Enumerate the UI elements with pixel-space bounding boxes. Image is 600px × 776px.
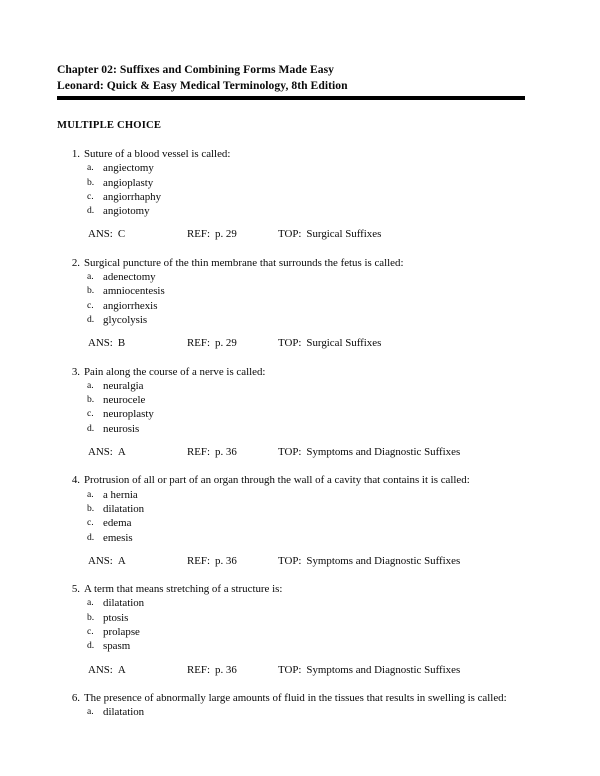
answer-key: B (117, 337, 126, 350)
topic-name-group (278, 227, 381, 241)
answer-option-letter: a. (87, 162, 94, 174)
answer-option-text: dilatation (103, 502, 145, 515)
answer-option-letter: c. (87, 299, 94, 311)
answer-option-text: angiorrhexis (103, 299, 158, 312)
question-block (57, 473, 543, 568)
question-stem (57, 582, 543, 596)
question-block (57, 691, 543, 720)
answer-option-text: angiorrhaphy (103, 190, 162, 203)
topic-name: Symptoms and Diagnostic Suffixes (306, 446, 461, 459)
topic-label: TOP: (278, 337, 302, 350)
question-text: Surgical puncture of the thin membrane that surrounds the fetus is called: (84, 256, 404, 269)
answer-option-letter: b. (87, 611, 95, 623)
question-text: A term that means stretching of a structure is: (84, 583, 283, 596)
answer-option-letter: c. (87, 190, 94, 202)
answer-option-text: glycolysis (103, 313, 148, 326)
reference-label: REF: (187, 337, 210, 350)
answer-option-text: emesis (103, 531, 133, 544)
answer-metadata-line (57, 336, 543, 350)
answer-option[interactable] (57, 204, 543, 218)
answer-key-group (88, 445, 126, 459)
answer-option-letter: c. (87, 517, 94, 529)
answer-metadata-line (57, 227, 543, 241)
answer-option-letter: c. (87, 408, 94, 420)
answer-option-text: angiectomy (103, 162, 154, 175)
answer-option[interactable] (57, 422, 543, 436)
topic-label: TOP: (278, 554, 302, 567)
answer-option[interactable] (57, 270, 543, 284)
question-stem (57, 147, 543, 161)
answer-option[interactable] (57, 596, 543, 610)
answer-key-group (88, 663, 126, 677)
answer-option[interactable] (57, 516, 543, 530)
answer-option-text: neuroplasty (103, 408, 154, 421)
topic-name: Symptoms and Diagnostic Suffixes (306, 554, 461, 567)
question-number: 5. (71, 583, 80, 596)
answer-option-list (57, 379, 543, 436)
question-text: The presence of abnormally large amounts of fluid in the tissues that results in swelling is called: (84, 691, 507, 704)
answer-option-text: neuralgia (103, 379, 144, 392)
answer-metadata-line (57, 445, 543, 459)
reference-label: REF: (187, 228, 210, 241)
answer-key-label: ANS: (88, 554, 113, 567)
answer-option[interactable] (57, 176, 543, 190)
answer-option[interactable] (57, 190, 543, 204)
reference-page-group (187, 227, 237, 241)
answer-option-text: ptosis (103, 611, 129, 624)
answer-option-list (57, 270, 543, 327)
question-number: 3. (71, 365, 80, 378)
topic-name: Surgical Suffixes (306, 228, 382, 241)
reference-page: p. 29 (215, 337, 237, 350)
answer-metadata-line (57, 554, 543, 568)
answer-key-label: ANS: (88, 228, 113, 241)
answer-option-letter: b. (87, 502, 95, 514)
answer-option-text: a hernia (103, 488, 138, 501)
question-stem (57, 691, 543, 705)
answer-option[interactable] (57, 488, 543, 502)
answer-option-letter: a. (87, 379, 94, 391)
answer-option[interactable] (57, 531, 543, 545)
reference-page-group (187, 663, 237, 677)
answer-option-letter: a. (87, 597, 94, 609)
answer-option-letter: a. (87, 706, 94, 718)
question-block (57, 582, 543, 677)
answer-option-text: neurocele (103, 394, 146, 407)
answer-option-list (57, 596, 543, 653)
answer-option-text: dilatation (103, 597, 145, 610)
reference-label: REF: (187, 663, 210, 676)
answer-option[interactable] (57, 625, 543, 639)
answer-option[interactable] (57, 611, 543, 625)
answer-option-letter: b. (87, 285, 95, 297)
answer-option-letter: d. (87, 531, 95, 543)
answer-key-label: ANS: (88, 663, 113, 676)
answer-option-letter: a. (87, 488, 94, 500)
topic-name-group (278, 336, 381, 350)
question-number: 6. (71, 691, 80, 704)
reference-page: p. 36 (215, 663, 237, 676)
topic-name: Symptoms and Diagnostic Suffixes (306, 663, 461, 676)
reference-label: REF: (187, 446, 210, 459)
answer-metadata-line (57, 663, 543, 677)
answer-option-text: edema (103, 517, 132, 530)
answer-option[interactable] (57, 407, 543, 421)
question-block (57, 256, 543, 351)
reference-page: p. 29 (215, 228, 237, 241)
question-stem (57, 473, 543, 487)
answer-option-text: adenectomy (103, 271, 156, 284)
answer-option-list (57, 161, 543, 218)
reference-page-group (187, 554, 237, 568)
answer-option[interactable] (57, 313, 543, 327)
answer-option[interactable] (57, 284, 543, 298)
answer-option[interactable] (57, 393, 543, 407)
answer-option[interactable] (57, 705, 543, 719)
answer-key: A (117, 663, 126, 676)
answer-option-text: amniocentesis (103, 285, 165, 298)
question-list (57, 147, 543, 720)
answer-option-text: neurosis (103, 422, 140, 435)
answer-key-group (88, 554, 126, 568)
header-chapter-title: Chapter 02: Suffixes and Combining Forms Made Easy (57, 63, 335, 76)
answer-option[interactable] (57, 379, 543, 393)
question-number: 4. (71, 474, 80, 487)
question-text: Protrusion of all or part of an organ through the wall of a cavity that contains it is called: (84, 474, 470, 487)
question-text: Suture of a blood vessel is called: (84, 148, 231, 160)
answer-option[interactable] (57, 639, 543, 653)
topic-name-group (278, 663, 460, 677)
header-book-title: Leonard: Quick & Easy Medical Terminology, 8th Edition (57, 79, 348, 92)
answer-option-letter: d. (87, 422, 95, 434)
topic-name: Surgical Suffixes (306, 337, 382, 350)
topic-label: TOP: (278, 663, 302, 676)
header-divider-rule (57, 96, 525, 100)
answer-option-text: angioplasty (103, 176, 154, 189)
answer-option-letter: d. (87, 640, 95, 652)
answer-key-label: ANS: (88, 446, 113, 459)
answer-option-letter: c. (87, 626, 94, 638)
answer-option[interactable] (57, 502, 543, 516)
answer-option-letter: d. (87, 313, 95, 325)
reference-page-group (187, 445, 237, 459)
question-number: 1. (71, 148, 80, 160)
topic-name-group (278, 554, 460, 568)
question-stem (57, 365, 543, 379)
answer-option-letter: b. (87, 394, 95, 406)
answer-key-label: ANS: (88, 337, 113, 350)
reference-page: p. 36 (215, 554, 237, 567)
answer-option-text: angiotomy (103, 205, 150, 218)
question-stem (57, 256, 543, 270)
question-block (57, 147, 543, 242)
question-text: Pain along the course of a nerve is called: (84, 365, 266, 378)
answer-option-text: spasm (103, 640, 131, 653)
answer-option-letter: b. (87, 176, 95, 188)
answer-key: A (117, 554, 126, 567)
answer-key: A (117, 446, 126, 459)
answer-key-group (88, 227, 125, 241)
topic-label: TOP: (278, 228, 302, 241)
answer-option-list (57, 488, 543, 545)
topic-label: TOP: (278, 446, 302, 459)
reference-page: p. 36 (215, 446, 237, 459)
question-block (57, 365, 543, 460)
reference-label: REF: (187, 554, 210, 567)
answer-option-text: dilatation (103, 706, 145, 719)
answer-option-letter: d. (87, 205, 95, 217)
section-heading-multiple-choice: MULTIPLE CHOICE (57, 120, 162, 131)
answer-option-list (57, 705, 543, 719)
answer-key-group (88, 336, 125, 350)
answer-option-letter: a. (87, 271, 94, 283)
answer-option[interactable] (57, 299, 543, 313)
answer-option[interactable] (57, 161, 543, 175)
topic-name-group (278, 445, 460, 459)
reference-page-group (187, 336, 237, 350)
document-header (57, 62, 543, 100)
question-number: 2. (71, 256, 80, 269)
answer-key: C (117, 228, 126, 241)
answer-option-text: prolapse (103, 626, 140, 639)
